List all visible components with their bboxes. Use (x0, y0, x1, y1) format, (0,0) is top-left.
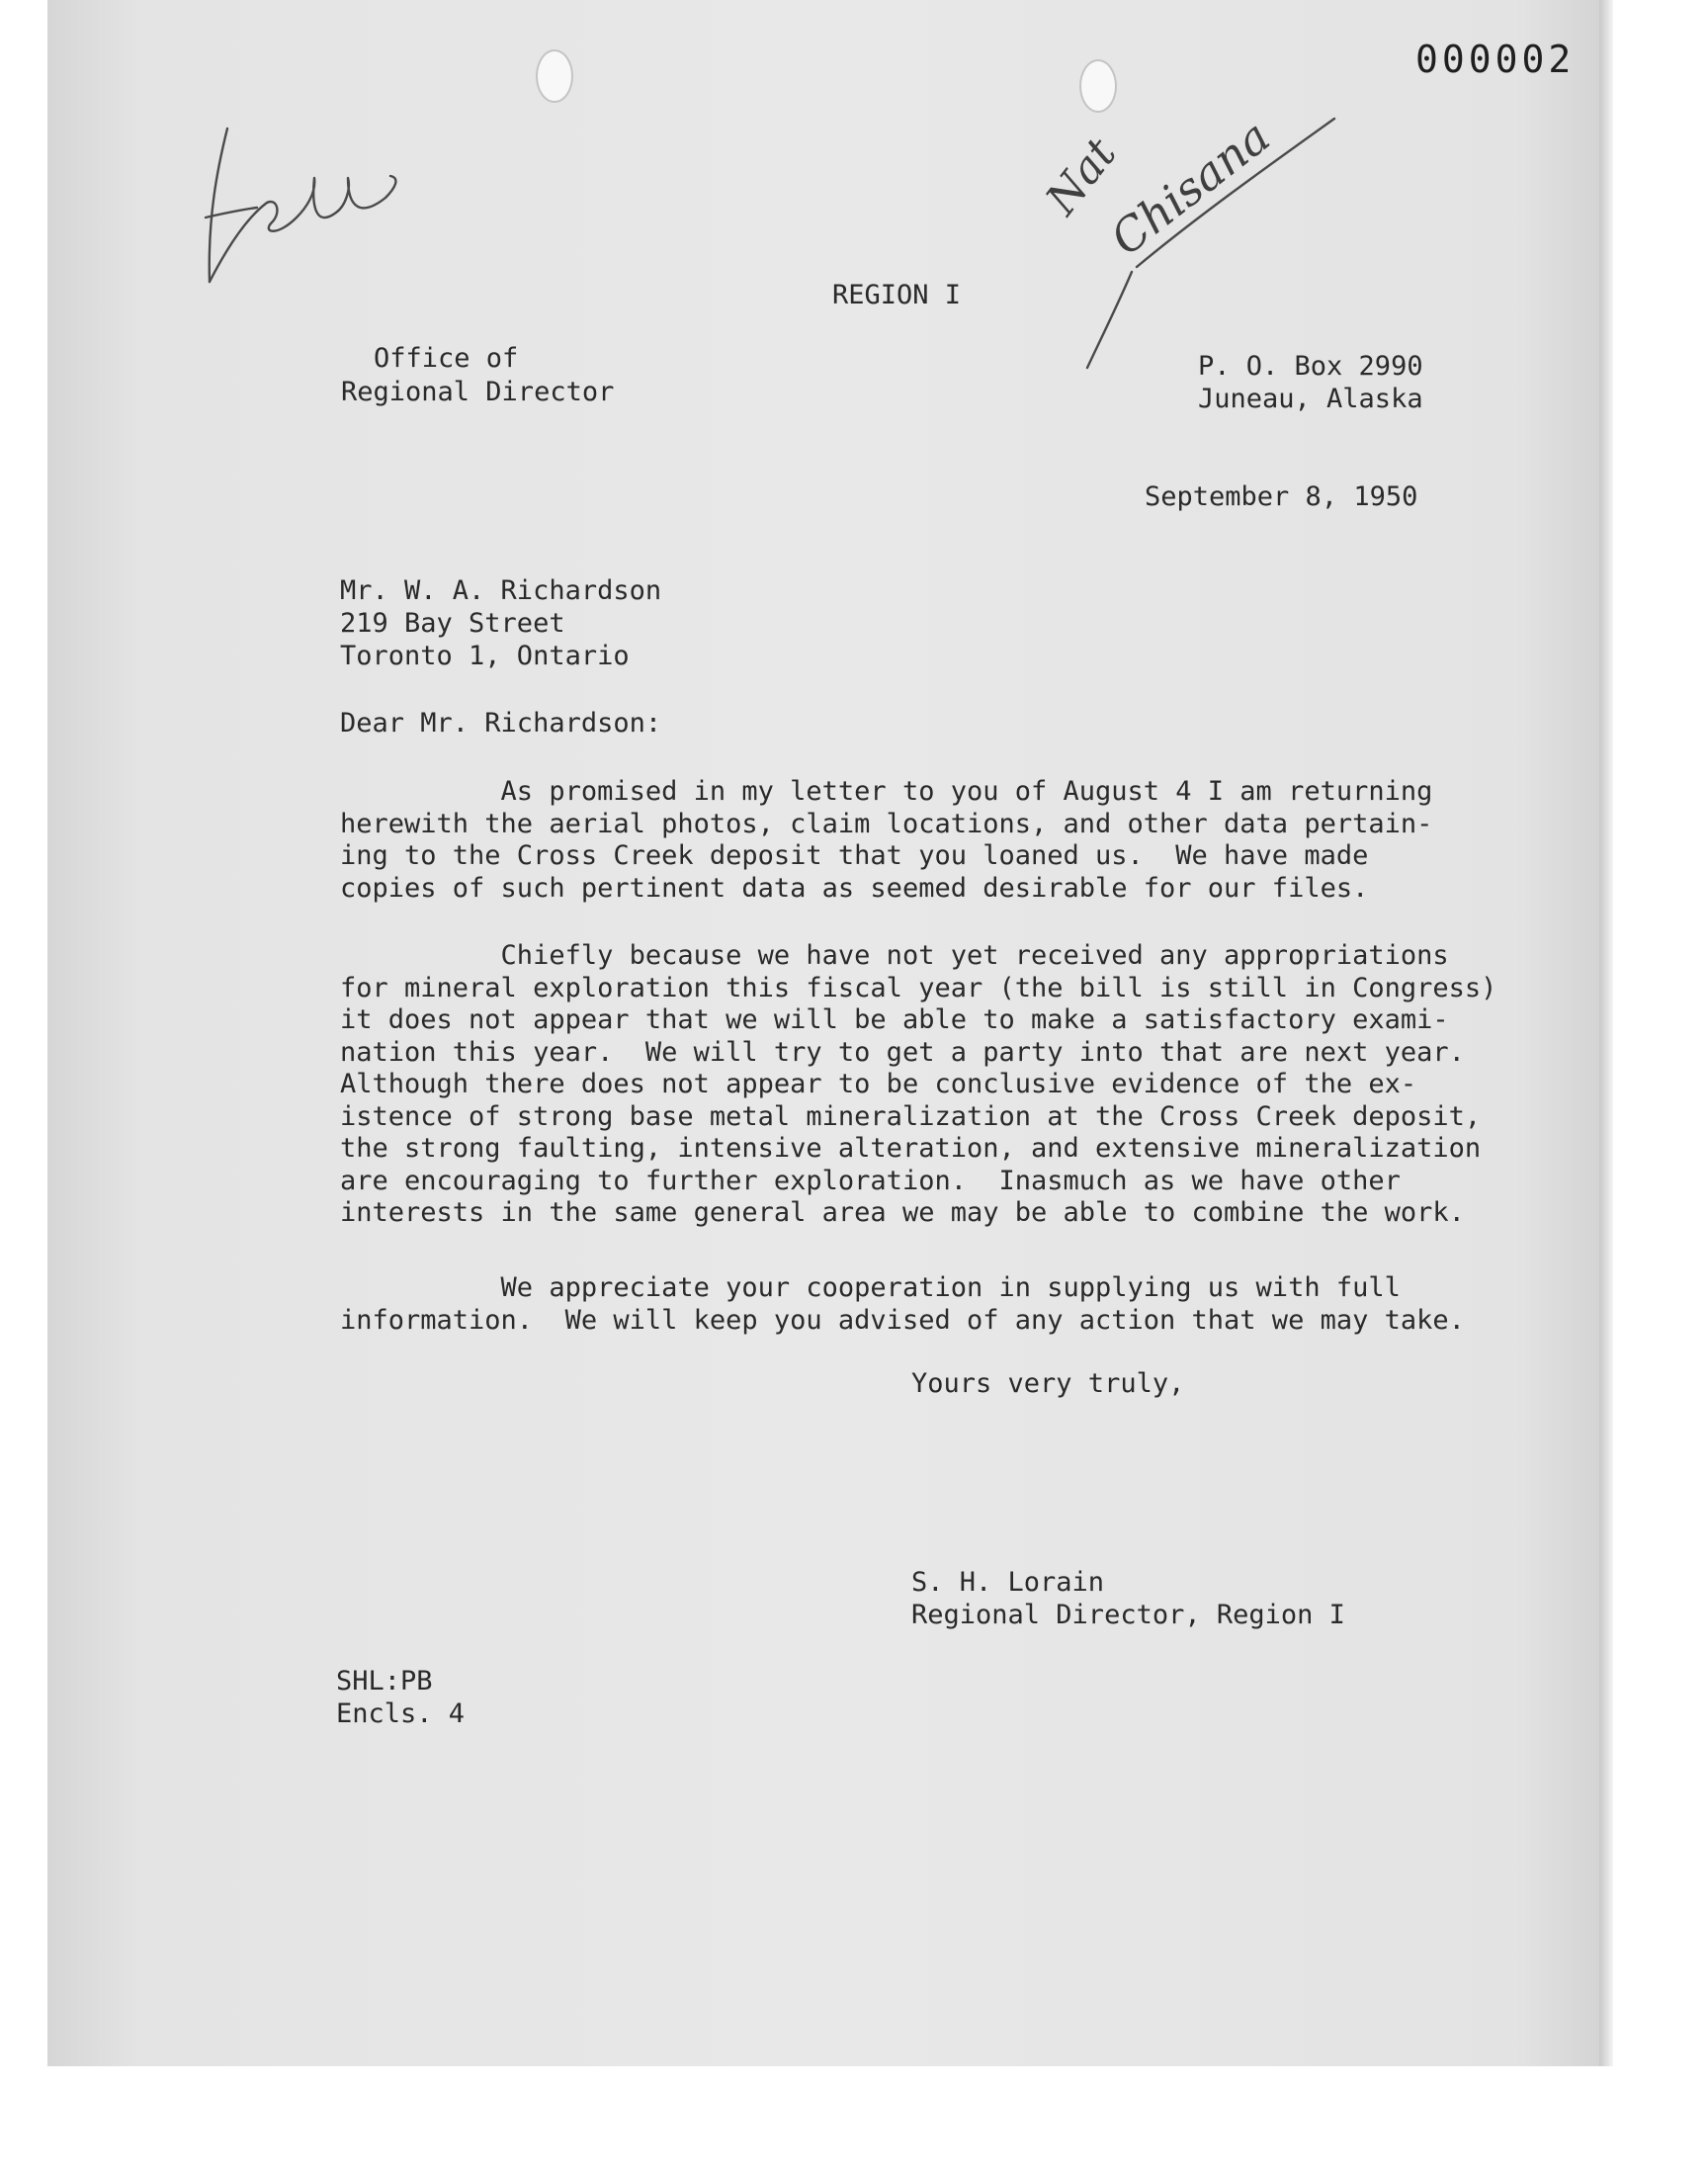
paragraph-line: As promised in my letter to you of August 4 I am returning (340, 776, 1433, 807)
paragraph-line: Although there does not appear to be conclusive evidence of the ex- (340, 1069, 1417, 1099)
salutation: Dear Mr. Richardson: (340, 708, 662, 739)
paragraph-line: information. We will keep you advised of any action that we may take. (340, 1304, 1465, 1336)
paragraph-line: are encouraging to further exploration. Inasmuch as we have other (340, 1165, 1401, 1196)
body-paragraph-2 (340, 940, 1496, 1230)
file-note-text: file (287, 158, 289, 159)
margin-note-nat: Nat (1036, 129, 1127, 224)
enclosures: Encls. 4 (336, 1698, 466, 1729)
paragraph-line: herewith the aerial photos, claim locations, and other data pertain- (340, 808, 1433, 839)
address-line-2: Juneau, Alaska (1198, 384, 1423, 414)
handwritten-margin-note (1036, 109, 1344, 366)
recipient-city: Toronto 1, Ontario (340, 641, 630, 671)
letter-date: September 8, 1950 (1145, 481, 1418, 512)
paragraph-line: interests in the same general area we may be able to combine the work. (340, 1197, 1465, 1228)
region-heading: REGION I (832, 280, 962, 310)
body-paragraph-1 (340, 776, 1432, 905)
paragraph-line: for mineral exploration this fiscal year (the bill is still in Congress) (340, 972, 1497, 1003)
paragraph-line: ing to the Cross Creek deposit that you loaned us. We have made (340, 840, 1369, 871)
paragraph-line: Chiefly because we have not yet received any appropriations (340, 940, 1449, 971)
signatory-name: S. H. Lorain (911, 1567, 1105, 1598)
paragraph-line: the strong faulting, intensive alteration, and extensive mineralization (340, 1133, 1482, 1164)
body-paragraph-3 (340, 1272, 1465, 1337)
handwritten-file-note (188, 99, 445, 297)
paragraph-line: istence of strong base metal mineralization at the Cross Creek deposit, (340, 1100, 1482, 1132)
margin-note-chisana: Chisana (1100, 109, 1280, 266)
document-number: 000002 (1415, 38, 1576, 81)
paragraph-line: copies of such pertinent data as seemed desirable for our files. (340, 872, 1369, 904)
paragraph-line: nation this year. We will try to get a party into that are next year. (340, 1036, 1465, 1068)
paragraph-line: We appreciate your cooperation in supplying us with full (340, 1272, 1401, 1303)
page-edge (1599, 0, 1613, 2066)
office-line-2: Regional Director (341, 377, 615, 407)
punch-hole-right (1079, 59, 1117, 113)
office-line-1: Office of (374, 343, 519, 374)
paragraph-line: it does not appear that we will be able to make a satisfactory exami- (340, 1004, 1449, 1035)
recipient-name: Mr. W. A. Richardson (340, 575, 662, 606)
signatory-title: Regional Director, Region I (911, 1600, 1345, 1630)
punch-hole-left (536, 49, 573, 103)
address-line-1: P. O. Box 2990 (1198, 351, 1423, 382)
reference-initials: SHL:PB (336, 1666, 433, 1696)
closing: Yours very truly, (911, 1368, 1185, 1399)
recipient-street: 219 Bay Street (340, 608, 565, 639)
